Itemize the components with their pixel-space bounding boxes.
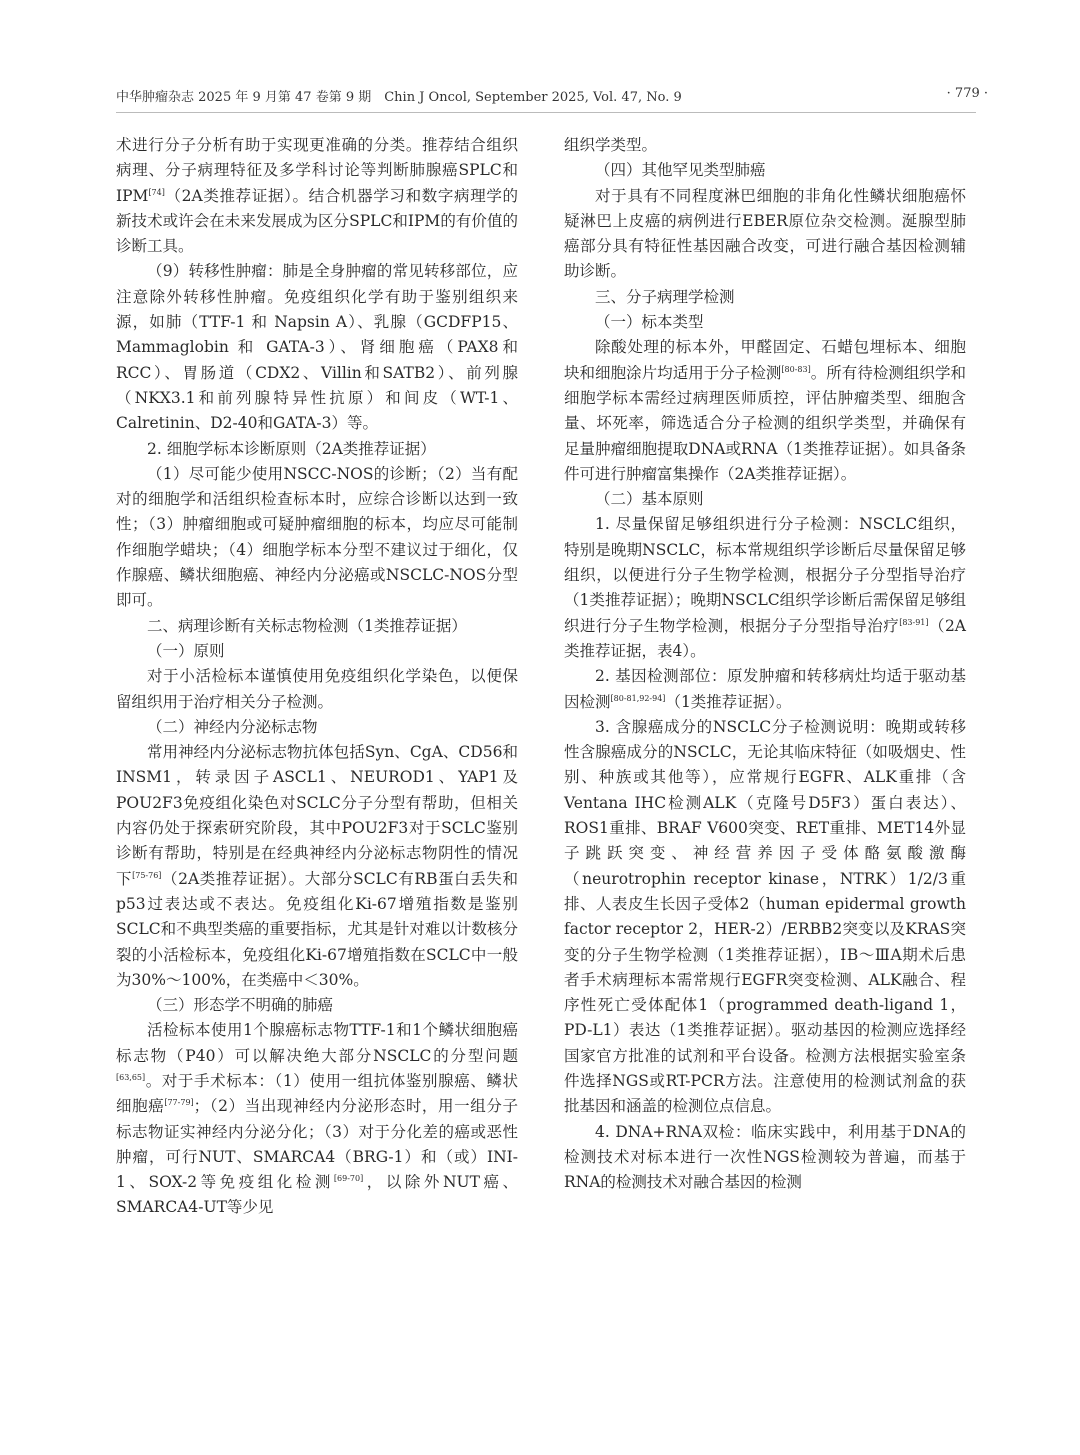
paragraph: （9）转移性肿瘤：肺是全身肿瘤的常见转移部位，应注意除外转移性肿瘤。免疫组织化学有助于鉴别组织来源，如肺（TTF-1 和 Napsin A）、乳腺（GCDFP15、Mammaglobin 和 GATA-3）、肾细胞癌（PAX8和RCC）、胃肠道（CDX2、Villin和SATB2）、前列腺（NKX3.1和前列腺特异性抗原）和间皮（WT-1、Calretinin、D2-40和GATA-3）等。	[116, 262, 518, 433]
subsection-heading: （一）标本类型	[595, 313, 704, 332]
subsection-heading: （二）神经内分泌标志物	[147, 717, 318, 736]
paragraph: 对于小活检标本谨慎使用免疫组织化学染色，以便保留组织用于治疗相关分子检测。	[116, 667, 518, 711]
paragraph: 3. 含腺癌成分的NSCLC分子检测说明：晚期或转移性含腺癌成分的NSCLC，无论其临床特征（如吸烟史、性别、种族或其他等），应常规行EGFR、ALK重排（含Ventana IHC检测ALK（克隆号D5F3）蛋白表达）、ROS1重排、BRAF V600突变、RET重排、MET14外显子跳跃突变、神经营养因子受体酪氨酸激酶（neurotrophin receptor kinase，NTRK）1/2/3重排、人表皮生长因子受体2（human epidermal growth factor receptor 2，HER-2）/ERBB2突变以及KRAS突变的分子生物学检测（1类推荐证据），ⅠB～ⅢA期术后患者手术病理标本需常规行EGFR突变检测、ALK融合、程序性死亡受体配体1（programmed death-ligand 1，PD-L1）表达（1类推荐证据）。驱动基因的检测应选择经国家官方批准的试剂和平台设备。检测方法根据实验室条件选择NGS或RT-PCR方法。注意使用的检测试剂盒的获批基因和涵盖的检测位点信息。	[564, 717, 966, 1116]
subsection-heading: （一）原则	[147, 641, 225, 660]
paragraph: 组织学类型。	[564, 136, 658, 154]
left-column	[116, 133, 518, 1221]
subsection-heading: （三）形态学不明确的肺癌	[147, 996, 334, 1015]
paragraph: 活检标本使用1个腺癌标志物TTF-1和1个鳞状细胞癌标志物（P40）可以解决绝大部分NSCLC的分型问题[63,65]。对于手术标本：（1）使用一组抗体鉴别腺癌、鳞状细胞癌[77-79]；（2）当出现神经内分泌形态时，用一组分子标志物证实神经内分泌分化；（3）对于分化差的癌或恶性肿瘤，可行NUT、SMARCA4（BRG-1）和（或）INI-1、SOX-2等免疫组化检测[69-70]，以除外NUT癌、SMARCA4-UT等少见	[116, 1021, 518, 1217]
paragraph: 术进行分子分析有助于实现更准确的分类。推荐结合组织病理、分子病理特征及多学科讨论等判断肺腺癌SPLC和IPM[74]（2A类推荐证据）。结合机器学习和数字病理学的新技术或许会在未来发展成为区分SPLC和IPM的有价值的诊断工具。	[116, 136, 518, 256]
section-heading: 二、病理诊断有关标志物检测（1类推荐证据）	[147, 616, 467, 635]
paragraph: 1. 尽量保留足够组织进行分子检测：NSCLC组织，特别是晚期NSCLC，标本常规组织学诊断后尽量保留足够组织，以便进行分子生物学检测，根据分子分型指导治疗（1类推荐证据）；晚期NSCLC组织学诊断后需保留足够组织进行分子生物学检测，根据分子分型指导治疗[83-91]（2A类推荐证据，表4）。	[564, 515, 966, 660]
paragraph: 对于具有不同程度淋巴细胞的非角化性鳞状细胞癌怀疑淋巴上皮癌的病例进行EBER原位杂交检测。涎腺型肺癌部分具有特征性基因融合改变，可进行融合基因检测辅助诊断。	[564, 186, 966, 281]
paragraph: （1）尽可能少使用NSCC-NOS的诊断；（2）当有配对的细胞学和活组织检查标本时，应综合诊断以达到一致性；（3）肿瘤细胞或可疑肿瘤细胞的标本，均应尽可能制作细胞学蜡块；（4）细胞学标本分型不建议过于细化，仅作腺癌、鳞状细胞癌、神经内分泌癌或NSCLC-NOS分型即可。	[116, 464, 518, 610]
paragraph: 4. DNA+RNA双检：临床实践中，利用基于DNA的检测技术对标本进行一次性NGS检测较为普遍，而基于RNA的检测技术对融合基因的检测	[564, 1122, 966, 1192]
journal-citation: 中华肿瘤杂志 2025 年 9 月第 47 卷第 9 期 Chin J Oncol, September 2025, Vol. 47, No. 9	[116, 90, 682, 105]
right-column	[564, 133, 966, 1195]
running-header	[116, 86, 988, 108]
subsection-heading: （二）基本原则	[595, 490, 704, 509]
section-heading: 2. 细胞学标本诊断原则（2A类推荐证据）	[147, 439, 436, 458]
paragraph: 常用神经内分泌标志物抗体包括Syn、CgA、CD56和INSM1，转录因子ASCL1、NEUROD1、YAP1及POU2F3免疫组化染色对SCLC分子分型有帮助，但相关内容仍处于探索研究阶段，其中POU2F3对于SCLC鉴别诊断有帮助，特别是在经典神经内分泌标志物阴性的情况下[75-76]（2A类推荐证据）。大部分SCLC有RB蛋白丢失和p53过表达或不表达。免疫组化Ki-67增殖指数是鉴别SCLC和不典型类癌的重要指标，尤其是针对难以计数核分裂的小活检标本，免疫组化Ki-67增殖指数在SCLC中一般为30%～100%，在类癌中＜30%。	[116, 743, 518, 989]
paragraph: 除酸处理的标本外，甲醛固定、石蜡包埋标本、细胞块和细胞涂片均适用于分子检测[80-83]。所有待检测组织学和细胞学标本需经过病理医师质控，评估肿瘤类型、细胞含量、坏死率，筛选适合分子检测的组织学类型，并确保有足量肿瘤细胞提取DNA或RNA（1类推荐证据）。如具备条件可进行肿瘤富集操作（2A类推荐证据）。	[564, 338, 966, 483]
section-heading: 三、分子病理学检测	[595, 287, 735, 306]
paragraph: 2. 基因检测部位：原发肿瘤和转移病灶均适于驱动基因检测[80-81,92-94]（1类推荐证据）。	[564, 667, 966, 711]
header-rule	[116, 112, 976, 113]
page-number: · 779 ·	[946, 86, 988, 101]
subsection-heading: （四）其他罕见类型肺癌	[595, 161, 766, 180]
